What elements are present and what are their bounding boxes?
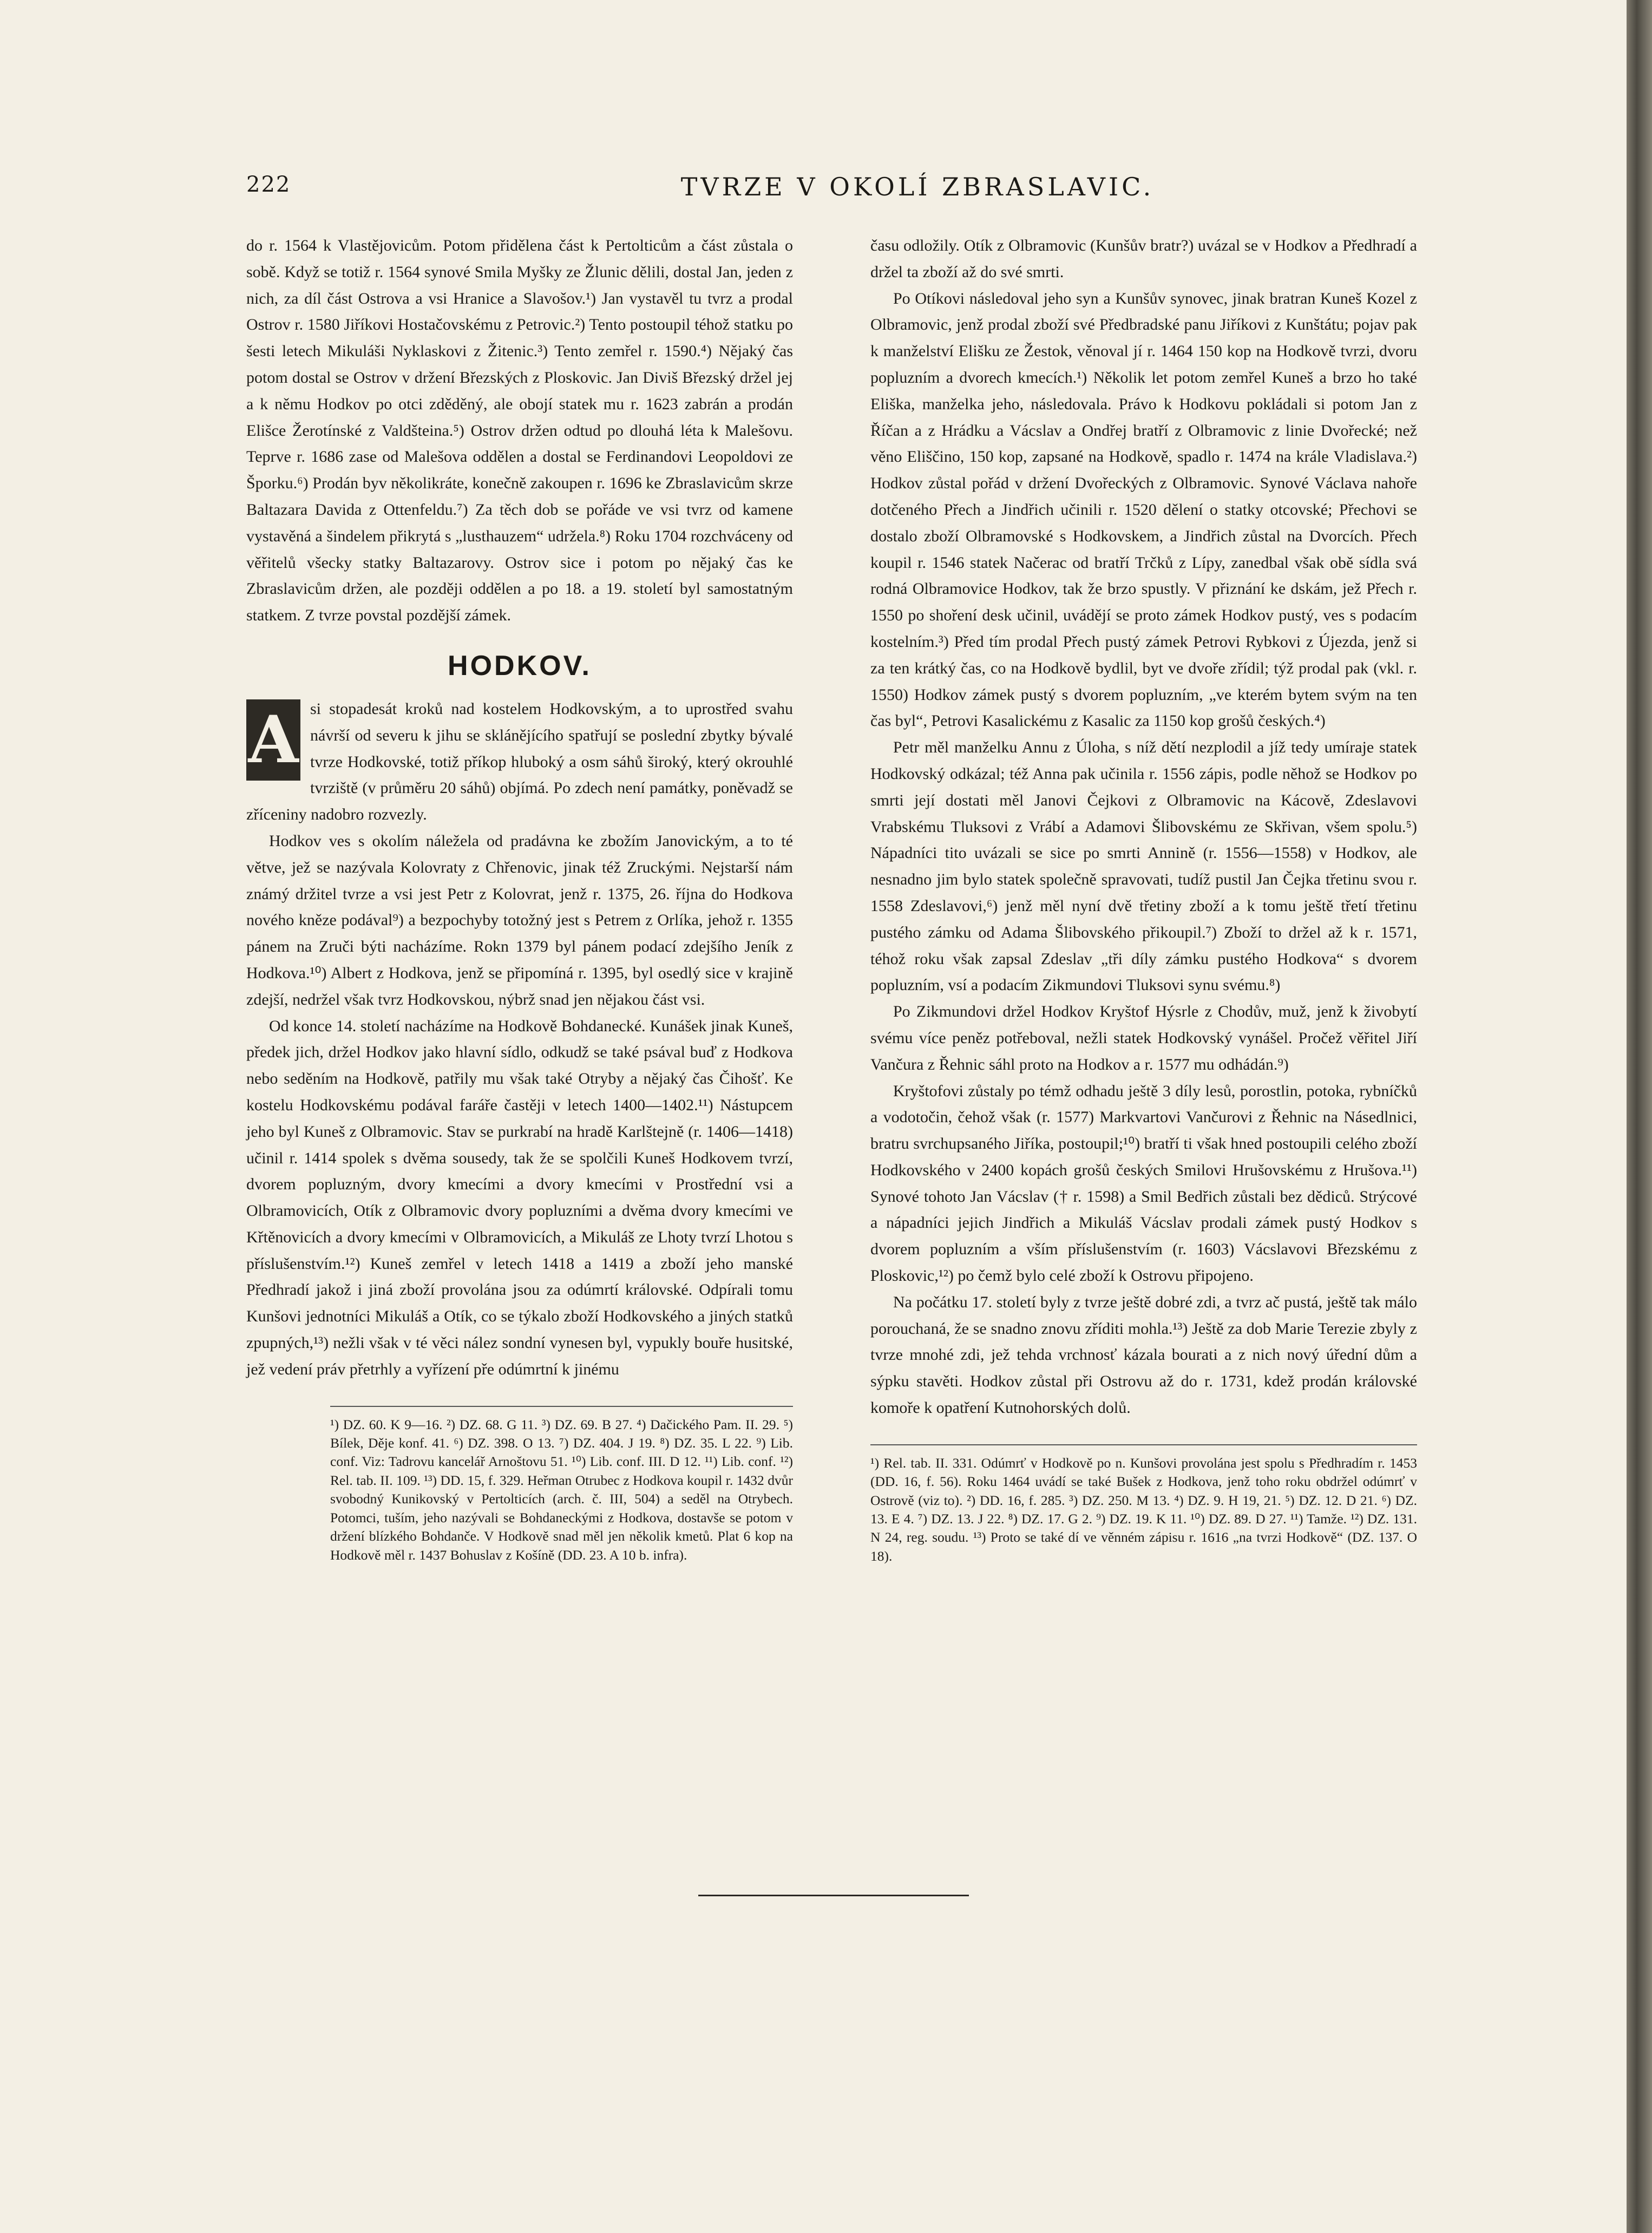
paragraph: Od konce 14. století nacházíme na Hodkově Bohdanecké. Kunášek jinak Kuneš, předek jich, držel Hodkov jako hlavní sídlo, odkudž se také psával buď z Hodkova nebo seděním na Hodkově, patřily mu však také Otryby a nějaký čas Čihošť. Ke kostelu Hodkovskému podával faráře častěji v letech 1400—1402.¹¹) Nástupcem jeho byl Kuneš z Olbramovic. Stav se purkrabí na hradě Karlštejně (r. 1406—1418) učinil r. 1414 spolek s dvěma sousedy, tak že se spolčili Kuneš Hodkovem tvrzí, dvorem popluzným, dvory kmecími a dvory kmecími v Prostřední vsi a Olbramovicích, Otík z Olbramovic dvory popluzními a dvěma dvory kmecími ve Křtěnovicích a dvory kmecími v Olbramovicích, a Mikuláš ze Lhoty tvrzí Lhotou s příslušenstvím.¹²) Kuneš zemřel v letech 1418 a 1419 a zboží jeho manské Předhradí jakož i jiná zboží provolána jsou za odúmrtí královské. Odpírali tomu Kunšovi jednotníci Mikuláš a Otík, co se týkalo zboží Hodkovského a jiných statků zpupných,¹³) nežli však v té věci nález sondní vynesen byl, vypukly bouře husitské, jež vedení práv přetrhly a vyřízení pře odúmrtní k jinému [246,1017,793,1378]
paragraph: Po Otíkovi následoval jeho syn a Kunšův synovec, jinak bratran Kuneš Kozel z Olbramovic, jenž prodal zboží své Předbradské panu Jiříkovi z Kunštátu; pojav pak k manželství Elišku ze Žestok, věnoval jí r. 1464 150 kop na Hodkově tvrzi, dvoru popluzním a dvorech kmecích.¹) Několik let potom zemřel Kuneš a brzo ho také Eliška, manželka jeho, následovala. Právo k Hodkovu pokládali si potom Jan z Říčan a z Hrádku a Vácslav a Ondřej bratří z Olbramovic z linie Dvořecké; než věno Eliščino, 150 kop, zapsané na Hodkově, spadlo r. 1474 na krále Vladislava.²) Hodkov zůstal pořád v držení Dvořeckých z Olbramovic. Synové Václava nahoře dotčeného Přech a Jindřich učinili r. 1520 dělení o statky otcovské; Přechovi se dostalo zboží Olbramovské s Hodkovskem, a Jindřich zůstal na Dvorcích. Přech koupil r. 1546 statek Načerac od bratří Trčků z Lípy, zanedbal však obě sídla svá rodná Olbramovice Hodkov, tak že brzo spustly. V přiznání ke dskám, jež Přech r. 1550 po shoření desk učinil, uvádějí se proto zámek Hodkov pustý, ves s podacím kostelním.³) Před tím prodal Přech pustý zámek Petrovi Rybkovi z Újezda, jenž si za ten krátký čas, co na Hodkově bydlil, byt ve dvoře zřídil; týž prodal pak (vkl. r. 1550) Hodkov zámek pustý s dvorem popluzním, „ve kterém bytem svým na ten čas byl“, Petrovi Kasalickému z Kasalic za 1150 kop grošů českých.⁴) [870,289,1417,730]
right-column [870,233,1417,1566]
left-column [246,233,793,1564]
paragraph: Po Zikmundovi držel Hodkov Kryštof Hýsrle z Chodův, muž, jenž k živobytí svému více peněz potřeboval, nežli statek Hodkovský vynášel. Pročež věřitel Jiří Vančura z Řehnic sáhl proto na Hodkov a r. 1577 mu odhádán.⁹) [870,1003,1417,1073]
section-title: HODKOV. [448,650,592,682]
paragraph: Kryštofovi zůstaly po témž odhadu ještě 3 díly lesů, porostlin, potoka, rybníčků a vodotočin, čehož však (r. 1577) Markvartovi Vančurovi z Řehnic na Násedlnici, bratru svrchupsaného Jiříka, postoupil;¹⁰) bratří ti však hned postoupili celého zboží Hodkovského v 2400 kopách grošů českých Smilovi Hrušovskému z Hrušova.¹¹) Synové tohoto Jan Vácslav († r. 1598) a Smil Bedřich zůstali bez dědiců. Strýcové a nápadníci jejich Jindřich a Mikuláš Vácslav prodali zámek pustý Hodkov s dvorem popluzním a vším příslušenstvím (r. 1603) Vácslavovi Březskému z Ploskovic,¹²) po čemž bylo celé zboží k Ostrovu připojeno. [870,1082,1417,1285]
paragraph [246,696,793,828]
footnotes: ¹) DZ. 60. K 9—16. ²) DZ. 68. G 11. ³) DZ. 69. B 27. ⁴) Dačického Pam. II. 29. ⁵) Bílek, Děje konf. 41. ⁶) DZ. 398. O 13. ⁷) DZ. 404. J 19. ⁸) DZ. 35. L 22. ⁹) Lib. conf. Viz: Tadrovu kancelář Arnoštovu 51. ¹⁰) Lib. conf. III. D 12. ¹¹) Lib. conf. ¹²) Rel. tab. II. 109. ¹³) DD. 15, f. 329. Heřman Otrubec z Hodkova koupil r. 1432 dvůr svobodný Kunikovský v Pertolticích (arch. č. III, 504) a seděl na Otrybech. Potomci, tuším, jeho nazývali se Bohdaneckými z Hodkova, dostavše se potom v držení blízkého Bohdanče. V Hodkově snad měl jen několik kmetů. Plat 6 kop na Hodkově měl r. 1437 Bohuslav z Košíně (DD. 23. A 10 b. infra). [330,1406,793,1564]
end-rule [698,1895,969,1896]
running-title: TVRZE V OKOLÍ ZBRASLAVIC. [680,172,1155,201]
page-number: 222 [246,172,291,197]
paragraph: Hodkov ves s okolím náležela od pradávna ke zbožím Janovickým, a to té větve, jež se nazývala Kolovraty z Chřenovic, jinak též Zruckými. Nejstarší nám známý držitel tvrze a vsi jest Petr z Kolovrat, jenž r. 1375, 26. října do Hodkova nového kněze podával⁹) a bezpochyby totožný jest s Petrem z Orlíka, jehož r. 1355 pánem na Zruči býti nacházíme. Rokn 1379 byl pánem podací zdejšího Jeník z Hodkova.¹⁰) Albert z Hodkova, jenž se připomíná r. 1395, byl osedlý sice v krajině zdejší, nedržel však tvrz Hodkovskou, nýbrž snad jen nějakou část vsi. [246,831,793,1009]
footnotes: ¹) Rel. tab. II. 331. Odúmrť v Hodkově po n. Kunšovi provolána jest spolu s Předhradím r. 1453 (DD. 16, f. 56). Roku 1464 uvádí se také Bušek z Hodkova, jenž toho roku obdržel odúmrť v Ostrově (viz to). ²) DD. 16, f. 285. ³) DZ. 250. M 13. ⁴) DZ. 9. H 19, 21. ⁵) DZ. 12. D 21. ⁶) DZ. 13. E 4. ⁷) DZ. 13. J 22. ⁸) DZ. 17. G 2. ⁹) DZ. 19. K 11. ¹⁰) DZ. 89. D 27. ¹¹) Tamže. ¹²) DZ. 131. N 24, reg. soudu. ¹³) Proto se také dí ve věnném zápisu r. 1616 „na tvrzi Hodkově“ (DZ. 137. O 18). [870,1444,1417,1566]
paragraph: času odložily. Otík z Olbramovic (Kunšův bratr?) uvázal se v Hodkov a Předhradí a držel ta zboží až do své smrti. [870,237,1417,281]
page-header [246,172,1589,205]
paragraph: do r. 1564 k Vlastějovicům. Potom přidělena část k Pertolticům a část zůstala o sobě. Když se totiž r. 1564 synové Smila Myšky ze Žlunic dělili, dostal Jan, jeden z nich, za díl část Ostrova a vsi Hranice a Slavošov.¹) Jan vystavěl tu tvrz a prodal Ostrov r. 1580 Jiříkovi Hostačovskému z Petrovic.²) Tento postoupil téhož statku po šesti letech Mikuláši Nyklaskovi z Žitenic.³) Tento zemřel r. 1590.⁴) Nějaký čas potom dostal se Ostrov v držení Březských z Ploskovic. Jan Diviš Březský držel jej a k němu Hodkov po otci zděděný, ale obojí statek mu r. 1623 zabrán a prodán Elišce Žerotínské z Valdšteina.⁵) Ostrov držen odtud po dlouhá léta k Malešovu. Teprve r. 1686 zase od Malešova oddělen a dostal se Ferdinandovi Leopoldovi ze Šporku.⁶) Prodán byv několikráte, konečně zakoupen r. 1696 ke Zbraslavicům skrze Baltazara Davida z Ottenfeldu.⁷) Za těch dob se pořáde ve vsi tvrz od kamene vystavěná a šindelem přikrytá s „lusthauzem“ udržela.⁸) Roku 1704 rozchváceny od věřitelů všecky statky Baltazarovy. Ostrov sice i potom po nějaký čas ke Zbraslavicům držen, ale později oddělen a po 18. a 19. století byl samostatným statkem. Z tvrze povstal pozdější zámek. [246,237,793,625]
paragraph: Petr měl manželku Annu z Úloha, s níž dětí nezplodil a jíž tedy umíraje statek Hodkovský odkázal; též Anna pak učinila r. 1556 zápis, podle něhož se Hodkov po smrti její dostati měl Janovi Čejkovi z Olbramovic na Kácově, Zdeslavovi Vrabskému Tluksovi z Vrábí a Adamovi Šlibovskému ze Skřivan, všem spolu.⁵) Nápadníci tito uvázali se sice po smrti Annině (r. 1556—1558) v Hodkov, ale nesnadno jim bylo statek společně spravovati, tudíž pustil Jan Čejka třetinu svou r. 1558 Zdeslavovi,⁶) jenž měl nyní dvě třetiny zboží a k tomu ještě třetí třetinu pustého zámku od Adama Šlibovského přikoupil.⁷) Zboží to držel až k r. 1571, téhož roku však zapsal Zdeslav „tři díly zámku pustého Hodkova“ s dvorem popluzním, vsí a podacím Zikmundovi Tluksovi synu svému.⁸) [870,738,1417,994]
book-spine-edge [1627,0,1652,2233]
dropcap-initial: A [246,699,300,781]
paragraph-text: si stopadesát kroků nad kostelem Hodkovským, a to uprostřed svahu návrší od severu k jihu se sklánějícího spatřují se poslední zbytky bývalé tvrze Hodkovské, totiž příkop hluboký a osm sáhů široký, který okrouhlé tvrziště (v průměru 20 sáhů) objímá. Po zdech není památky, poněvadž se zříceniny nadobro rozvezly. [246,699,793,824]
paragraph: Na počátku 17. století byly z tvrze ještě dobré zdi, a tvrz ač pustá, ještě tak málo porouchaná, že se snadno znovu zříditi mohla.¹³) Ještě za dob Marie Terezie zbyly z tvrze mnohé zdi, jež tehda vrchnosť kázala bourati a z nich nový úřední dům a sýpku stavěti. Hodkov zůstal při Ostrovu až do r. 1731, kdež prodán královské komoře k opatření Kutnohorských dolů. [870,1293,1417,1417]
